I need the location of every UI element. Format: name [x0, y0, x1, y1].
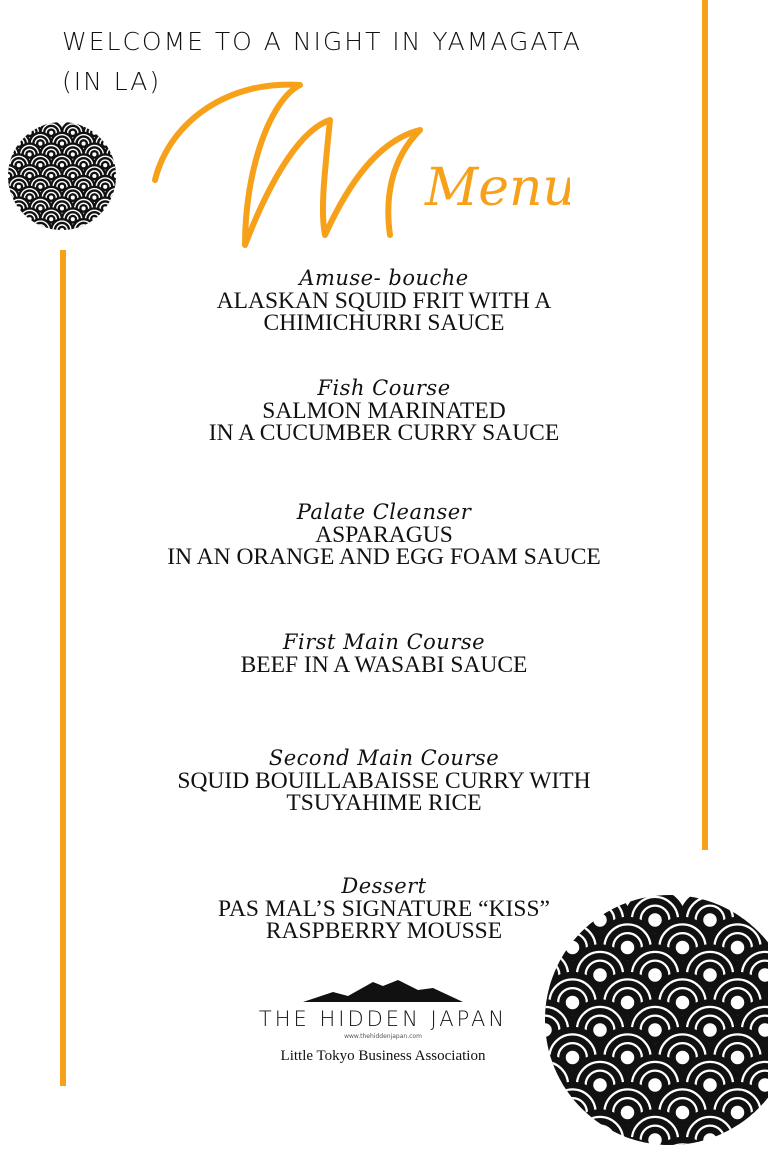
course-desc-line-2: IN AN ORANGE AND EGG FOAM SAUCE: [130, 546, 638, 568]
course-desc-line-1: SQUID BOUILLABAISSE CURRY WITH: [130, 770, 638, 792]
course-desc-line-1: ASPARAGUS: [130, 524, 638, 546]
mountain-logo-icon: [303, 978, 463, 1004]
welcome-line-1: WELCOME TO A NIGHT IN YAMAGATA: [62, 22, 622, 62]
seigaiha-wave-icon: [545, 895, 768, 1145]
left-accent-line: [60, 250, 66, 1086]
course-second-main: [130, 746, 638, 814]
course-amuse-bouche: [130, 266, 638, 334]
course-name: Amuse- bouche: [130, 266, 638, 290]
welcome-line-2: (IN LA): [62, 62, 622, 102]
brand-url: www.thehiddenjapan.com: [238, 1032, 528, 1042]
course-desc-line-2: RASPBERRY MOUSSE: [130, 920, 638, 942]
course-name: Dessert: [130, 874, 638, 898]
right-accent-line: [702, 0, 708, 850]
association-name: Little Tokyo Business Association: [238, 1048, 528, 1065]
course-name: Fish Course: [130, 376, 638, 400]
menu-title: [150, 60, 570, 260]
course-name: Second Main Course: [130, 746, 638, 770]
course-desc-line-1: SALMON MARINATED: [130, 400, 638, 422]
course-desc-line-1: ALASKAN SQUID FRIT WITH A: [130, 290, 638, 312]
seigaiha-wave-icon: [8, 122, 116, 230]
course-fish: [130, 376, 638, 444]
course-palate-cleanser: [130, 500, 638, 568]
course-name: Palate Cleanser: [130, 500, 638, 524]
course-desc-line-1: BEEF IN A WASABI SAUCE: [130, 654, 638, 676]
footer-brand: [238, 978, 528, 1065]
brand-name: THE HIDDEN JAPAN: [238, 1006, 528, 1032]
course-desc-line-2: CHIMICHURRI SAUCE: [130, 312, 638, 334]
course-desc-line-2: IN A CUCUMBER CURRY SAUCE: [130, 422, 638, 444]
course-desc-line-2: TSUYAHIME RICE: [130, 792, 638, 814]
course-first-main: [130, 630, 638, 676]
course-desc-line-1: PAS MAL’S SIGNATURE “KISS”: [130, 898, 638, 920]
menu-title-text: Menu: [424, 158, 570, 218]
course-name: First Main Course: [130, 630, 638, 654]
